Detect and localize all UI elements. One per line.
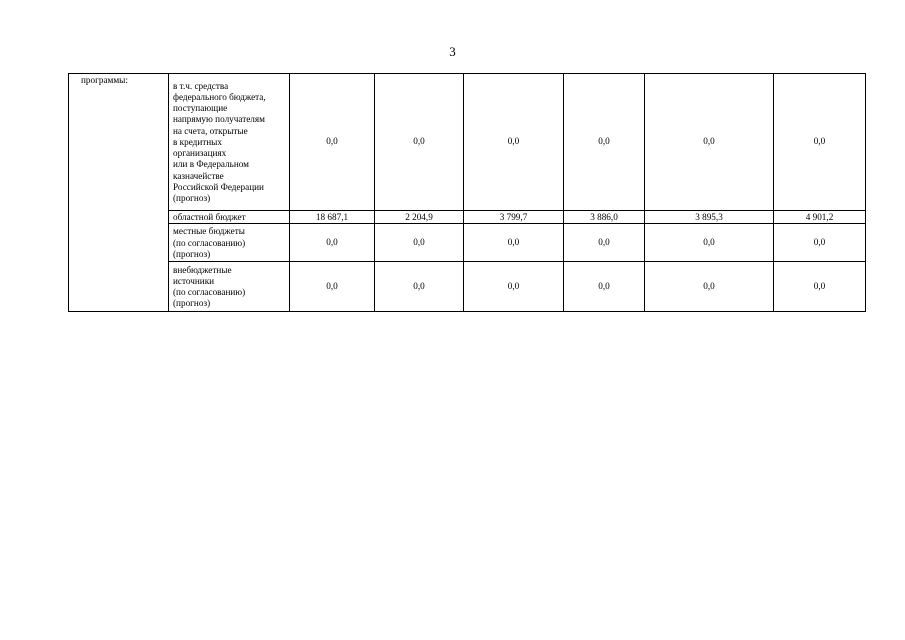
- funding-source-line: местные бюджеты: [173, 226, 245, 237]
- value-cell: 0,0: [464, 74, 564, 211]
- funding-source-line: внебюджетные: [173, 264, 232, 275]
- funding-source-line: в т.ч. средства: [173, 80, 229, 91]
- value-cell: 0,0: [375, 74, 464, 211]
- value-cell: 0,0: [375, 262, 464, 312]
- funding-source-line: организациях: [173, 148, 227, 159]
- value-cell: 18 687,1: [290, 211, 375, 224]
- value-cell: 0,0: [774, 74, 866, 211]
- value-cell: 0,0: [464, 262, 564, 312]
- value-cell: 0,0: [290, 74, 375, 211]
- funding-source-line: (по согласованию): [173, 237, 246, 248]
- funding-source-line: (прогноз): [173, 298, 211, 309]
- value-cell: 0,0: [774, 224, 866, 262]
- funding-source-line: (прогноз): [173, 192, 211, 203]
- funding-source-line: или в Федеральном: [173, 159, 249, 170]
- value-cell: 0,0: [290, 262, 375, 312]
- table-row-regional: [69, 211, 866, 224]
- value-cell: 0,0: [564, 262, 645, 312]
- funding-source-line: (прогноз): [173, 248, 211, 259]
- funding-source-line: казначействе: [173, 170, 224, 181]
- funding-source-cell: [169, 224, 290, 262]
- funding-source-line: областной бюджет: [173, 212, 246, 222]
- value-cell: 3 895,3: [645, 211, 774, 224]
- table-row-federal: [69, 74, 866, 211]
- funding-source-line: на счета, открытые: [173, 125, 248, 136]
- table-row-extrabudgetary: [69, 262, 866, 312]
- funding-table: [68, 73, 866, 312]
- funding-source-cell: [169, 211, 290, 224]
- value-cell: 4 901,2: [774, 211, 866, 224]
- funding-source-cell: [169, 262, 290, 312]
- value-cell: 0,0: [645, 262, 774, 312]
- value-cell: 0,0: [774, 262, 866, 312]
- table-row-local: [69, 224, 866, 262]
- value-cell: 0,0: [464, 224, 564, 262]
- funding-source-line: Российской Федерации: [173, 181, 264, 192]
- value-cell: 3 886,0: [564, 211, 645, 224]
- funding-source-cell: [169, 74, 290, 211]
- funding-source-line: федерального бюджета,: [173, 92, 266, 103]
- funding-source-line: напрямую получателям: [173, 114, 265, 125]
- value-cell: 0,0: [564, 74, 645, 211]
- page-number: 3: [449, 44, 456, 59]
- value-cell: 3 799,7: [464, 211, 564, 224]
- funding-source-line: (по согласованию): [173, 287, 246, 298]
- value-cell: 0,0: [564, 224, 645, 262]
- value-cell: 0,0: [645, 224, 774, 262]
- value-cell: 0,0: [290, 224, 375, 262]
- value-cell: 0,0: [375, 224, 464, 262]
- value-cell: 0,0: [645, 74, 774, 211]
- funding-source-line: источники: [173, 276, 215, 286]
- funding-source-line: в кредитных: [173, 136, 222, 147]
- funding-source-line: поступающие: [173, 103, 228, 114]
- row-group-label: программы:: [69, 74, 169, 312]
- value-cell: 2 204,9: [375, 211, 464, 224]
